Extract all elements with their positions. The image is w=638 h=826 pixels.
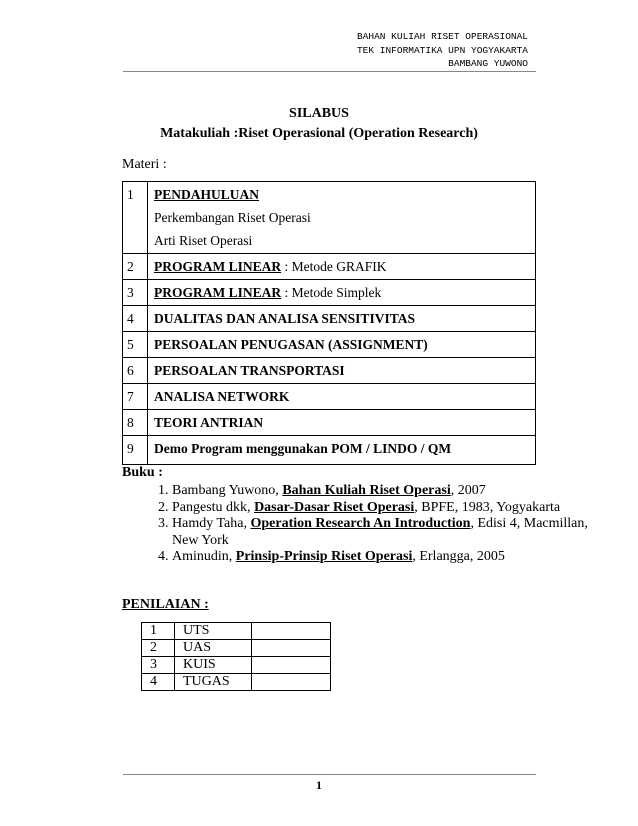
running-header bbox=[357, 30, 528, 71]
book-title: Operation Research An Introduction bbox=[250, 516, 471, 531]
grade-value-cell bbox=[252, 640, 331, 657]
grade-label: UTS bbox=[175, 623, 252, 640]
list-item bbox=[172, 549, 592, 566]
page-subtitle: Matakuliah :Riset Operasional (Operation Research) bbox=[160, 126, 478, 141]
grade-number: 4 bbox=[142, 674, 175, 691]
grade-value-cell bbox=[252, 674, 331, 691]
topic-title: PROGRAM LINEAR bbox=[154, 259, 282, 274]
book-details: , Edisi 4, Macmillan, New York bbox=[172, 516, 588, 548]
topic-title: TEORI ANTRIAN bbox=[148, 410, 536, 436]
grade-label: UAS bbox=[175, 640, 252, 657]
row-number: 1 bbox=[123, 182, 148, 254]
book-title: Dasar-Dasar Riset Operasi bbox=[254, 499, 415, 515]
row-number: 4 bbox=[123, 306, 148, 332]
table-row bbox=[123, 306, 536, 332]
row-number: 7 bbox=[123, 384, 148, 410]
table-row bbox=[123, 384, 536, 410]
book-details: , BPFE, 1983, Yogyakarta bbox=[414, 499, 561, 515]
grade-label: TUGAS bbox=[175, 674, 252, 691]
book-author: Aminudin, bbox=[172, 549, 236, 564]
book-author: Hamdy Taha, bbox=[172, 516, 251, 531]
book-author: Pangestu dkk, bbox=[172, 499, 255, 515]
table-row bbox=[123, 182, 536, 254]
table-row bbox=[142, 657, 331, 674]
header-line-2: TEK INFORMATIKA UPN YOGYAKARTA bbox=[356, 44, 528, 56]
topic-suffix: : Metode GRAFIK bbox=[281, 259, 387, 274]
row-number: 8 bbox=[123, 410, 148, 436]
topic-title: PROGRAM LINEAR bbox=[154, 285, 282, 300]
grade-number: 2 bbox=[142, 640, 175, 657]
table-row bbox=[123, 410, 536, 436]
topic-title: DUALITAS DAN ANALISA SENSITIVITAS bbox=[148, 306, 536, 332]
table-row bbox=[142, 623, 331, 640]
header-line-1: BAHAN KULIAH RISET OPERASIONAL bbox=[356, 31, 528, 42]
materi-label: Materi : bbox=[122, 157, 167, 172]
materi-table bbox=[122, 181, 536, 465]
row-content bbox=[148, 182, 536, 254]
row-number: 6 bbox=[123, 358, 148, 384]
header-line-3: BAMBANG YUWONO bbox=[448, 58, 528, 69]
table-row bbox=[123, 358, 536, 384]
subtopic: Perkembangan Riset Operasi bbox=[154, 210, 311, 225]
grade-label: KUIS bbox=[175, 657, 252, 674]
page-title: SILABUS bbox=[289, 106, 349, 121]
table-row bbox=[123, 332, 536, 358]
book-author: Bambang Yuwono, bbox=[172, 483, 283, 498]
row-number: 2 bbox=[123, 254, 148, 280]
book-title: Bahan Kuliah Riset Operasi bbox=[282, 483, 451, 498]
grade-value-cell bbox=[252, 623, 331, 640]
penilaian-label: PENILAIAN : bbox=[122, 597, 209, 612]
topic-title: PERSOALAN TRANSPORTASI bbox=[148, 358, 536, 384]
book-list bbox=[122, 483, 592, 566]
table-row bbox=[123, 254, 536, 280]
table-row bbox=[123, 436, 536, 465]
row-number: 5 bbox=[123, 332, 148, 358]
topic-title: PENDAHULUAN bbox=[154, 187, 260, 202]
topic-title: PERSOALAN PENUGASAN (ASSIGNMENT) bbox=[148, 332, 536, 358]
row-number: 9 bbox=[123, 436, 148, 465]
grade-number: 1 bbox=[142, 623, 175, 640]
book-details: , Erlangga, 2005 bbox=[412, 549, 505, 564]
header-divider bbox=[123, 71, 536, 72]
table-row bbox=[142, 674, 331, 691]
book-details: , 2007 bbox=[450, 483, 486, 498]
subtopic: Arti Riset Operasi bbox=[154, 233, 253, 248]
row-content bbox=[148, 280, 536, 306]
table-row bbox=[123, 280, 536, 306]
row-number: 3 bbox=[123, 280, 148, 306]
list-item bbox=[172, 483, 592, 500]
buku-label: Buku : bbox=[122, 465, 163, 480]
page-number: 1 bbox=[316, 778, 322, 792]
topic-title: Demo Program menggunakan POM / LINDO / QM bbox=[148, 436, 536, 465]
grade-value-cell bbox=[252, 657, 331, 674]
topic-title: ANALISA NETWORK bbox=[148, 384, 536, 410]
book-title: Prinsip-Prinsip Riset Operasi bbox=[235, 549, 413, 564]
grade-number: 3 bbox=[142, 657, 175, 674]
list-item bbox=[172, 516, 592, 549]
penilaian-table bbox=[141, 622, 331, 691]
row-content bbox=[148, 254, 536, 280]
footer-divider bbox=[123, 774, 536, 775]
list-item bbox=[172, 500, 592, 517]
topic-suffix: : Metode Simplek bbox=[281, 285, 382, 300]
table-row bbox=[142, 640, 331, 657]
